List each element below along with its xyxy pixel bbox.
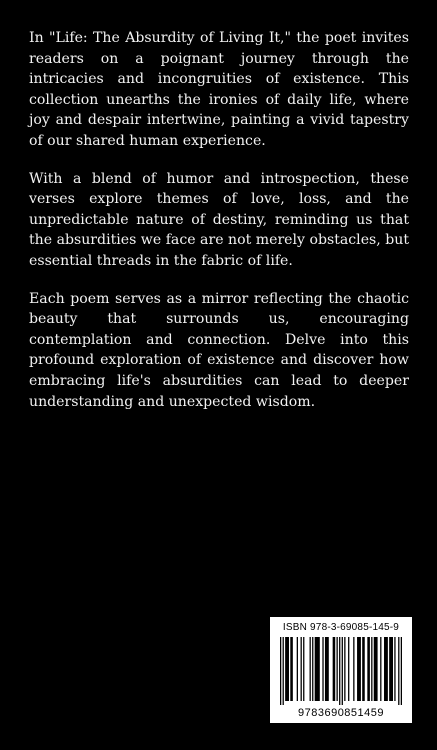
barcode-bar bbox=[374, 637, 378, 701]
barcode-bar bbox=[285, 637, 289, 701]
blurb-paragraph-1: In "Life: The Absurdity of Living It," the poet invites readers on a poignant journey through the intricacies and incongruities of existence. This collection unearths the ironies of daily life, where joy and despair intertwine, painting a vivid tapestry of our shared human experience. bbox=[29, 30, 409, 149]
blurb-paragraph-2: With a blend of humor and introspection, these verses explore themes of love, loss, and the unpredictable nature of destiny, reminding us that the absurdities we face are not merely obstacles, but essential threads in the fabric of life. bbox=[29, 170, 409, 269]
blurb-paragraph-3: Each poem serves as a mirror reflecting the chaotic beauty that surrounds us, encouraging contemplation and connection. Delve into this profound exploration of existence and discover how embracing life's absurdities can lead to deeper understanding and unexpected wisdom. bbox=[29, 290, 409, 410]
ean-number: 9783690851459 bbox=[297, 707, 385, 719]
barcode-bar bbox=[398, 637, 399, 705]
barcode-bar bbox=[344, 637, 345, 701]
barcode-bar bbox=[333, 637, 336, 701]
barcode-bars bbox=[280, 637, 402, 705]
barcode-bar bbox=[301, 637, 302, 701]
barcode-bar bbox=[322, 637, 323, 701]
isbn-label: ISBN 978-3-69085-145-9 bbox=[282, 622, 400, 633]
barcode-bar bbox=[303, 637, 304, 701]
barcode-bar bbox=[394, 637, 395, 701]
barcode-bar bbox=[325, 637, 329, 701]
barcode-bar bbox=[401, 637, 402, 705]
barcode-bar bbox=[312, 637, 313, 701]
barcode-bar bbox=[367, 637, 370, 701]
barcode-bar bbox=[342, 637, 343, 705]
barcode-bar bbox=[384, 637, 388, 701]
barcode-bar bbox=[337, 637, 338, 701]
barcode-bar bbox=[339, 637, 340, 705]
barcode-bar bbox=[348, 637, 349, 701]
barcode-bar bbox=[315, 637, 320, 701]
barcode-bar bbox=[297, 637, 298, 701]
barcode-bar bbox=[380, 637, 381, 701]
barcode-bar bbox=[389, 637, 393, 701]
barcode-bar bbox=[353, 637, 354, 701]
isbn-barcode bbox=[270, 617, 412, 723]
barcode-bar bbox=[371, 637, 372, 701]
barcode-bar bbox=[357, 637, 361, 701]
barcode-bar bbox=[362, 637, 365, 701]
barcode-bar bbox=[310, 637, 311, 701]
barcode-bar bbox=[290, 637, 293, 701]
barcode-bar bbox=[283, 637, 284, 705]
barcode-bar bbox=[280, 637, 281, 705]
blurb-text bbox=[29, 28, 409, 429]
